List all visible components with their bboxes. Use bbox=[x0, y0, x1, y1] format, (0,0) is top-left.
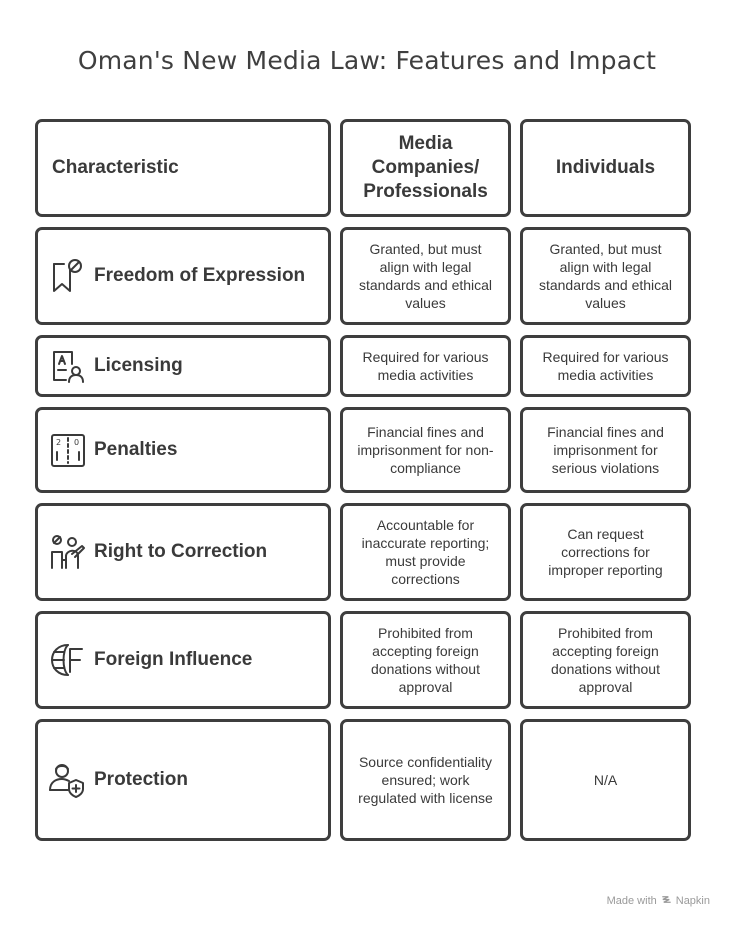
row-label: Right to Correction bbox=[94, 541, 268, 562]
row-protection-media bbox=[340, 719, 511, 841]
row-licensing-characteristic bbox=[35, 335, 331, 397]
row-label: Foreign Influence bbox=[94, 649, 253, 670]
row-foreign-individuals bbox=[520, 611, 691, 709]
row-label: Licensing bbox=[94, 355, 183, 376]
cell-text: Granted, but must align with legal standards and ethical values bbox=[358, 241, 493, 311]
cell-text: Prohibited from accepting foreign donations without approval bbox=[551, 625, 660, 695]
made-with-label: Made with bbox=[606, 895, 657, 907]
cell-text: Financial fines and imprisonment for serious violations bbox=[547, 424, 664, 476]
cell-text: Source confidentiality ensured; work regulated with license bbox=[358, 754, 493, 806]
page-title: Oman's New Media Law: Features and Impact bbox=[77, 46, 657, 75]
row-freedom-individuals bbox=[520, 227, 691, 325]
header-individuals bbox=[520, 119, 691, 217]
header-characteristic-label: Characteristic bbox=[52, 157, 179, 178]
cell-text: Required for various media activities bbox=[362, 349, 489, 383]
user-shield-icon bbox=[48, 760, 88, 800]
napkin-brand: Napkin bbox=[675, 895, 710, 907]
header-characteristic bbox=[35, 119, 331, 217]
row-penalties-characteristic bbox=[35, 407, 331, 493]
row-licensing-individuals bbox=[520, 335, 691, 397]
row-correction-individuals bbox=[520, 503, 691, 601]
scoreboard-icon bbox=[48, 430, 88, 470]
row-protection-characteristic bbox=[35, 719, 331, 841]
cell-text: Accountable for inaccurate reporting; must provide corrections bbox=[361, 517, 490, 587]
svg-text:2: 2 bbox=[56, 438, 62, 447]
made-with-napkin[interactable] bbox=[607, 894, 710, 908]
header-individuals-label: Individuals bbox=[555, 157, 656, 178]
row-label: Freedom of Expression bbox=[94, 265, 306, 286]
cell-text: Prohibited from accepting foreign donations without approval bbox=[371, 625, 480, 695]
row-protection-individuals bbox=[520, 719, 691, 841]
license-document-user-icon bbox=[48, 346, 88, 386]
row-penalties-individuals bbox=[520, 407, 691, 493]
cell-text: Required for various media activities bbox=[542, 349, 669, 383]
row-foreign-media bbox=[340, 611, 511, 709]
row-freedom-characteristic bbox=[35, 227, 331, 325]
row-correction-media bbox=[340, 503, 511, 601]
row-correction-characteristic bbox=[35, 503, 331, 601]
bookmark-no-icon bbox=[48, 256, 88, 296]
person-correction-icon bbox=[48, 532, 88, 572]
row-foreign-characteristic bbox=[35, 611, 331, 709]
row-penalties-media bbox=[340, 407, 511, 493]
row-licensing-media bbox=[340, 335, 511, 397]
header-media bbox=[340, 119, 511, 217]
cell-text: Can request corrections for improper reporting bbox=[548, 526, 663, 578]
cell-text: Granted, but must align with legal standards and ethical values bbox=[538, 241, 673, 311]
row-freedom-media bbox=[340, 227, 511, 325]
row-label: Penalties bbox=[94, 439, 178, 460]
row-label: Protection bbox=[94, 769, 188, 790]
cell-text: N/A bbox=[593, 772, 618, 788]
globe-currency-icon bbox=[48, 640, 88, 680]
cell-text: Financial fines and imprisonment for non-compliance bbox=[357, 424, 494, 476]
napkin-logo-icon bbox=[661, 894, 672, 908]
svg-text:0: 0 bbox=[74, 438, 80, 447]
header-media-label: Media Companies/ Professionals bbox=[363, 133, 488, 202]
